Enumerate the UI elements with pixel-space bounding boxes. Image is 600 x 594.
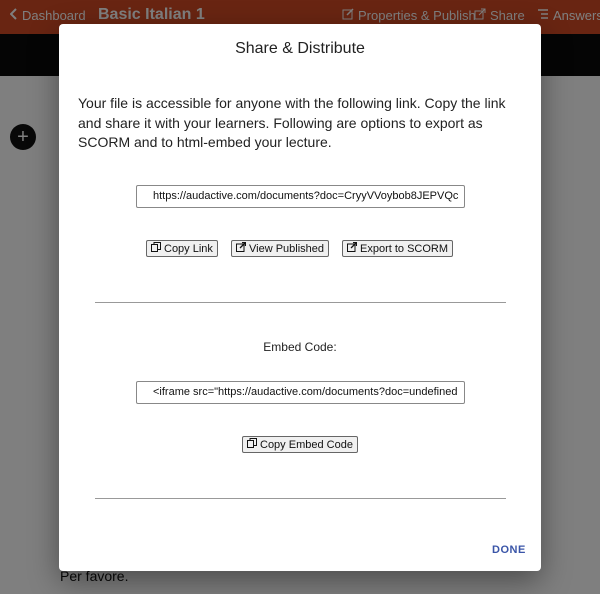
dialog-description: Your file is accessible for anyone with the following link. Copy the link and share it with your learners. Following are options to export as SCORM and to html-embed your lecture. (78, 95, 506, 150)
divider (95, 498, 506, 499)
copy-embed-code-button[interactable] (242, 436, 358, 453)
copy-icon (151, 242, 161, 255)
divider (95, 302, 506, 303)
external-link-icon (236, 242, 246, 255)
dialog-title: Share & Distribute (235, 40, 365, 57)
copy-icon (247, 438, 257, 451)
copy-link-button[interactable] (146, 240, 218, 257)
share-dialog (59, 24, 541, 571)
share-link-input[interactable]: https://audactive.com/documents?doc=CryyVVoybob8JEPVQc (136, 185, 465, 208)
export-scorm-label: Export to SCORM (360, 242, 449, 255)
external-link-icon (347, 242, 357, 255)
export-scorm-button[interactable] (342, 240, 453, 257)
view-published-label: View Published (249, 242, 325, 255)
done-button[interactable]: DONE (492, 544, 526, 556)
view-published-button[interactable] (231, 240, 329, 257)
embed-code-label: Embed Code: (263, 340, 337, 354)
copy-link-label: Copy Link (164, 242, 213, 255)
copy-embed-code-label: Copy Embed Code (260, 438, 353, 451)
embed-code-input[interactable]: <iframe src="https://audactive.com/documents?doc=undefined (136, 381, 465, 404)
